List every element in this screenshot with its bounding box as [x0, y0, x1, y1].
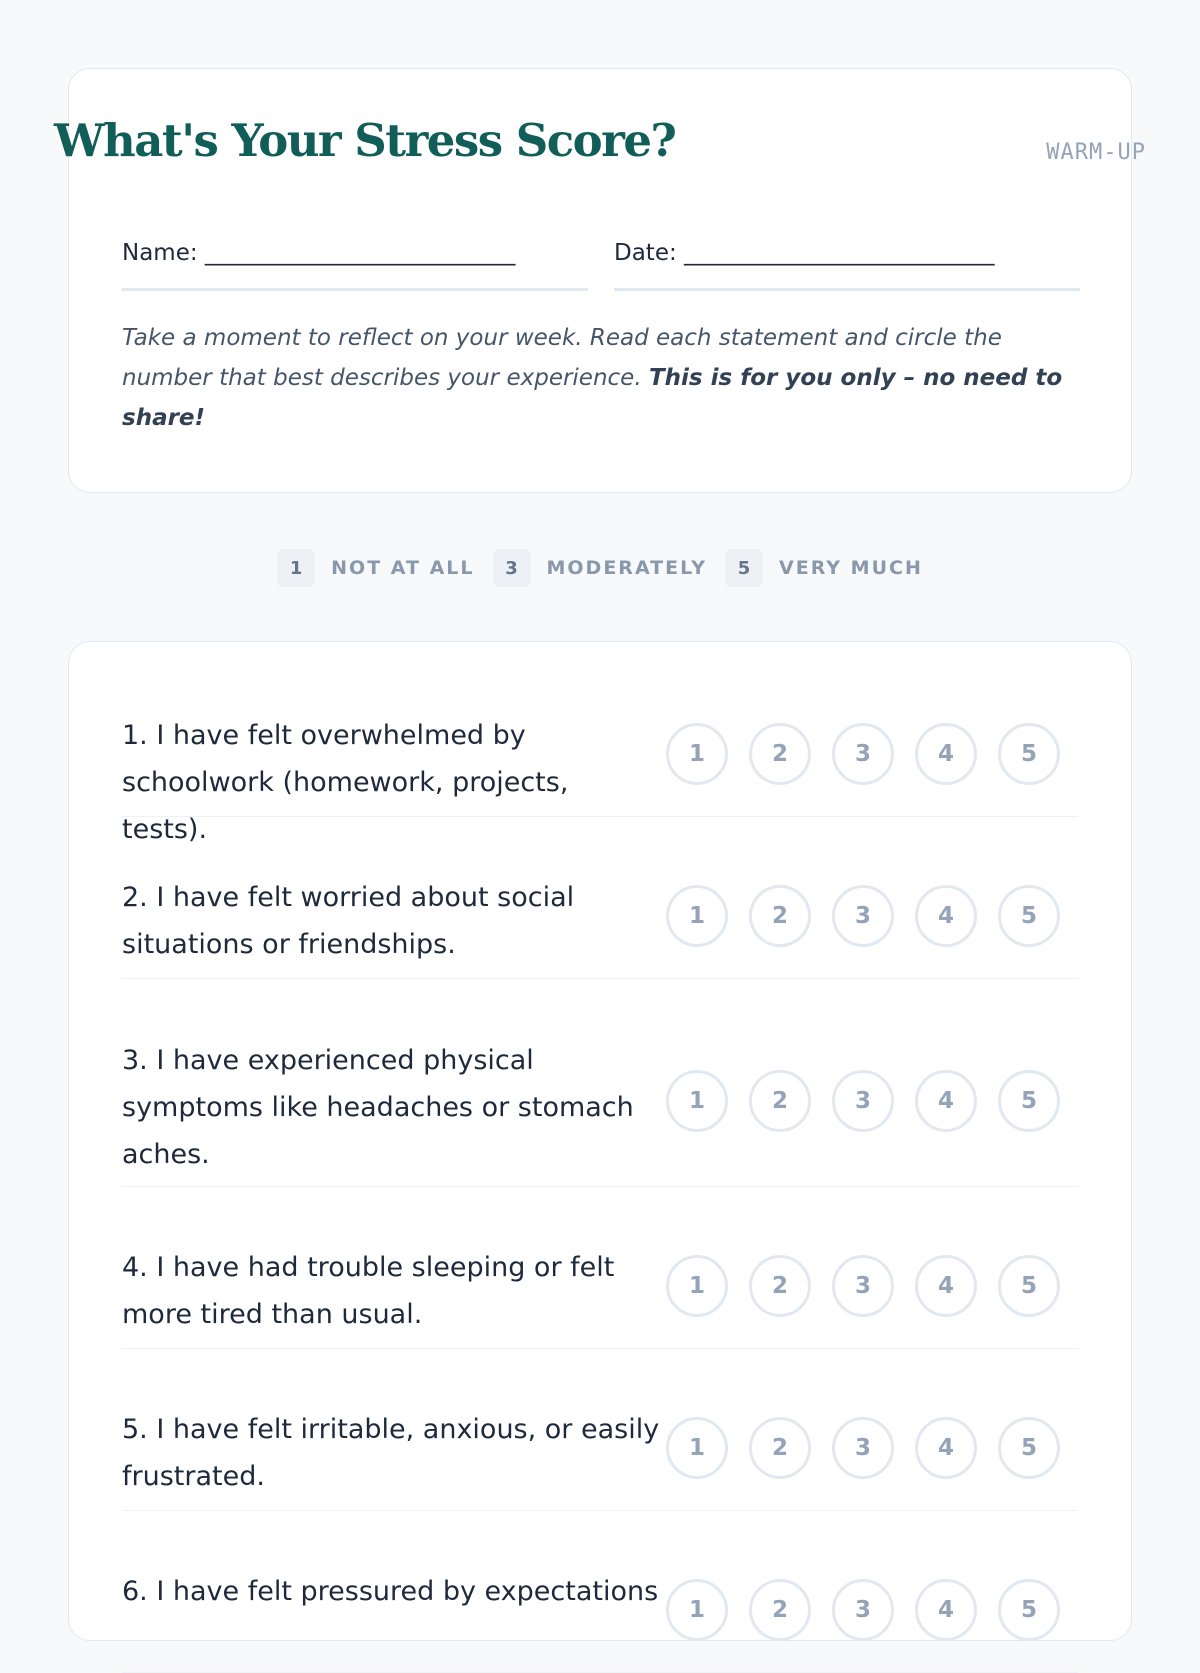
- rating-options: [666, 1070, 1060, 1132]
- rating-option-4[interactable]: 4: [915, 1579, 977, 1641]
- rating-option-3[interactable]: 3: [832, 885, 894, 947]
- rating-option-2[interactable]: 2: [749, 1417, 811, 1479]
- rating-option-3[interactable]: 3: [832, 1579, 894, 1641]
- legend-label: VERY MUCH: [779, 557, 923, 579]
- instructions: [122, 318, 1072, 438]
- rating-option-1[interactable]: 1: [666, 1070, 728, 1132]
- rating-option-4[interactable]: 4: [915, 885, 977, 947]
- rating-options: [666, 1255, 1060, 1317]
- question-row: [122, 1557, 1078, 1673]
- rating-options: [666, 1579, 1060, 1641]
- question-row: [122, 1025, 1078, 1187]
- page-title: What's Your Stress Score?: [54, 114, 676, 167]
- rating-option-5[interactable]: 5: [998, 723, 1060, 785]
- name-field[interactable]: Name: ___________________________: [122, 240, 588, 291]
- instructions-emphasis: This is for you only – no need to share!: [122, 365, 1063, 431]
- question-row: [122, 700, 1078, 845]
- rating-option-2[interactable]: 2: [749, 723, 811, 785]
- question-text: 4. I have had trouble sleeping or felt more tired than usual.: [122, 1252, 615, 1330]
- instructions-text: Take a moment to reflect on your week. Read each statement and circle the number that best describes your experience.: [122, 325, 1002, 391]
- rating-option-2[interactable]: 2: [749, 1579, 811, 1641]
- rating-option-3[interactable]: 3: [832, 1070, 894, 1132]
- question-text: 5. I have felt irritable, anxious, or easily frustrated.: [122, 1414, 660, 1492]
- legend-number: 3: [493, 549, 531, 587]
- question-text: 2. I have felt worried about social situations or friendships.: [122, 882, 575, 960]
- question-row: [122, 1395, 1078, 1511]
- rating-option-5[interactable]: 5: [998, 885, 1060, 947]
- rating-option-1[interactable]: 1: [666, 1579, 728, 1641]
- legend-item-high: [725, 549, 923, 587]
- legend-item-low: [277, 549, 474, 587]
- legend-label: NOT AT ALL: [331, 557, 475, 579]
- warm-up-tag: WARM-UP: [1046, 140, 1146, 165]
- date-field[interactable]: Date: ___________________________: [614, 240, 1080, 291]
- scale-legend: [0, 549, 1200, 587]
- question-text: 1. I have felt overwhelmed by schoolwork (homework, projects, tests).: [122, 720, 569, 845]
- rating-option-1[interactable]: 1: [666, 1255, 728, 1317]
- rating-option-5[interactable]: 5: [998, 1417, 1060, 1479]
- legend-number: 1: [277, 549, 315, 587]
- rating-option-4[interactable]: 4: [915, 1417, 977, 1479]
- rating-option-4[interactable]: 4: [915, 1070, 977, 1132]
- rating-option-1[interactable]: 1: [666, 723, 728, 785]
- rating-options: [666, 723, 1060, 785]
- rating-option-4[interactable]: 4: [915, 723, 977, 785]
- rating-option-3[interactable]: 3: [832, 1417, 894, 1479]
- rating-option-4[interactable]: 4: [915, 1255, 977, 1317]
- question-row: [122, 863, 1078, 979]
- question-text: 6. I have felt pressured by expectations: [122, 1576, 659, 1607]
- rating-options: [666, 885, 1060, 947]
- rating-option-2[interactable]: 2: [749, 885, 811, 947]
- legend-number: 5: [725, 549, 763, 587]
- rating-option-3[interactable]: 3: [832, 1255, 894, 1317]
- rating-option-1[interactable]: 1: [666, 1417, 728, 1479]
- legend-item-mid: [493, 549, 708, 587]
- rating-options: [666, 1417, 1060, 1479]
- legend-label: MODERATELY: [546, 557, 708, 579]
- rating-option-5[interactable]: 5: [998, 1579, 1060, 1641]
- rating-option-5[interactable]: 5: [998, 1070, 1060, 1132]
- rating-option-5[interactable]: 5: [998, 1255, 1060, 1317]
- rating-option-2[interactable]: 2: [749, 1255, 811, 1317]
- question-row: [122, 1233, 1078, 1349]
- rating-option-3[interactable]: 3: [832, 723, 894, 785]
- rating-option-1[interactable]: 1: [666, 885, 728, 947]
- question-text: 3. I have experienced physical symptoms like headaches or stomach aches.: [122, 1045, 634, 1170]
- rating-option-2[interactable]: 2: [749, 1070, 811, 1132]
